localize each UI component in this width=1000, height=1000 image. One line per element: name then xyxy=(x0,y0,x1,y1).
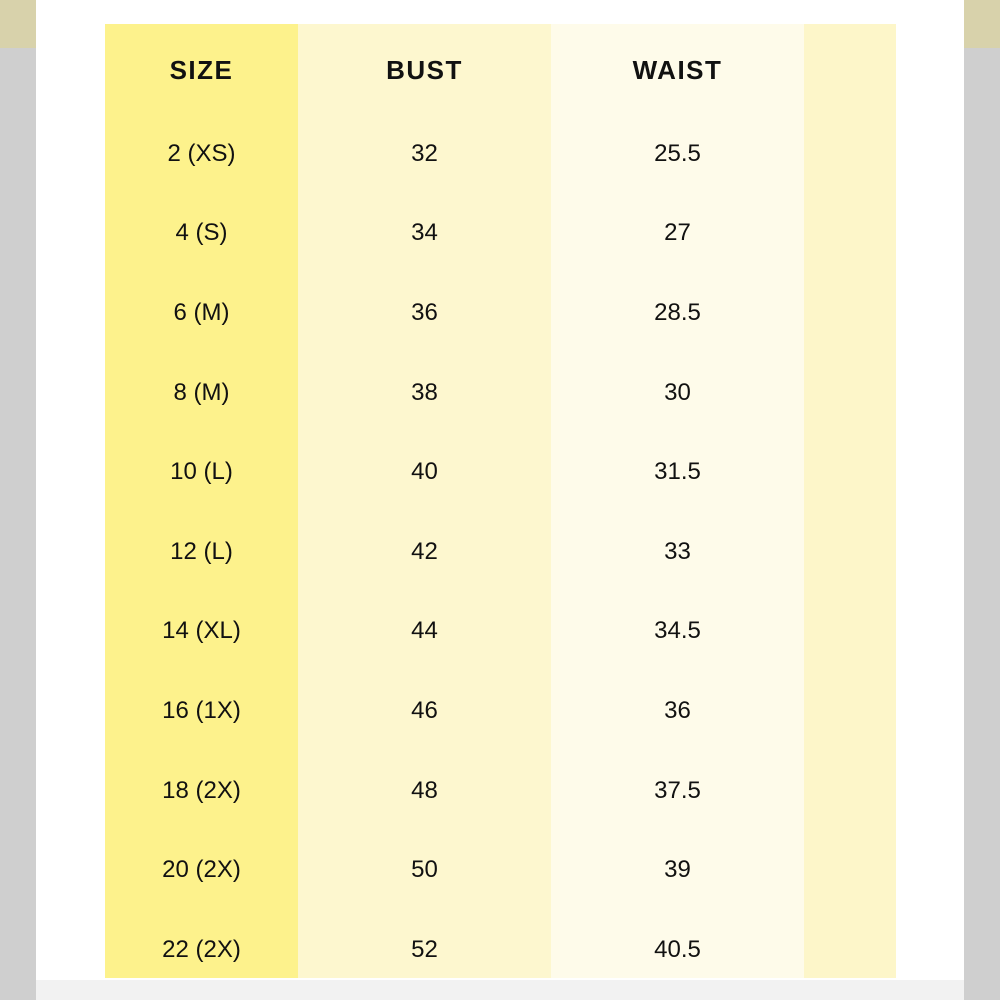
bust-cell: 36 xyxy=(411,298,438,326)
waist-cell: 28.5 xyxy=(654,298,701,326)
size-cell: 10 (L) xyxy=(170,458,233,486)
size-cell: 8 (M) xyxy=(173,378,230,406)
bust-cell: 50 xyxy=(411,856,438,884)
size-cell: 12 (L) xyxy=(170,537,233,565)
bust-cell: 48 xyxy=(411,776,438,804)
waist-cell: 34.5 xyxy=(654,617,701,645)
size-cell: 20 (2X) xyxy=(162,856,241,884)
bust-cell: 40 xyxy=(411,458,438,486)
size-cell: 4 (S) xyxy=(175,219,228,247)
bust-cell: 42 xyxy=(411,537,438,565)
bust-cell: 52 xyxy=(411,935,438,963)
bust-cell: 38 xyxy=(411,378,438,406)
waist-cell: 40.5 xyxy=(654,935,701,963)
waist-cell: 39 xyxy=(664,856,691,884)
waist-cell: 27 xyxy=(664,219,691,247)
size-cell: 6 (M) xyxy=(173,298,230,326)
size-cell: 2 (XS) xyxy=(167,139,236,167)
right-edge-tab xyxy=(964,0,1000,48)
waist-cell: 25.5 xyxy=(654,139,701,167)
waist-cell: 37.5 xyxy=(654,776,701,804)
waist-cell: 33 xyxy=(664,537,691,565)
size-cell: 14 (XL) xyxy=(162,617,241,645)
size-chart-grid xyxy=(105,24,804,978)
left-edge-tab xyxy=(0,0,36,48)
size-cell: 18 (2X) xyxy=(162,776,241,804)
header-size: SIZE xyxy=(169,54,234,85)
waist-cell: 30 xyxy=(664,378,691,406)
bust-cell: 34 xyxy=(411,219,438,247)
size-cell: 22 (2X) xyxy=(162,935,241,963)
extra-column-background xyxy=(804,24,896,978)
size-cell: 16 (1X) xyxy=(162,696,241,724)
bust-cell: 46 xyxy=(411,696,438,724)
header-waist: WAIST xyxy=(632,54,723,85)
bust-cell: 44 xyxy=(411,617,438,645)
waist-cell: 36 xyxy=(664,696,691,724)
size-chart-table xyxy=(105,24,896,978)
bust-cell: 32 xyxy=(411,139,438,167)
header-bust: BUST xyxy=(386,54,463,85)
waist-cell: 31.5 xyxy=(654,458,701,486)
